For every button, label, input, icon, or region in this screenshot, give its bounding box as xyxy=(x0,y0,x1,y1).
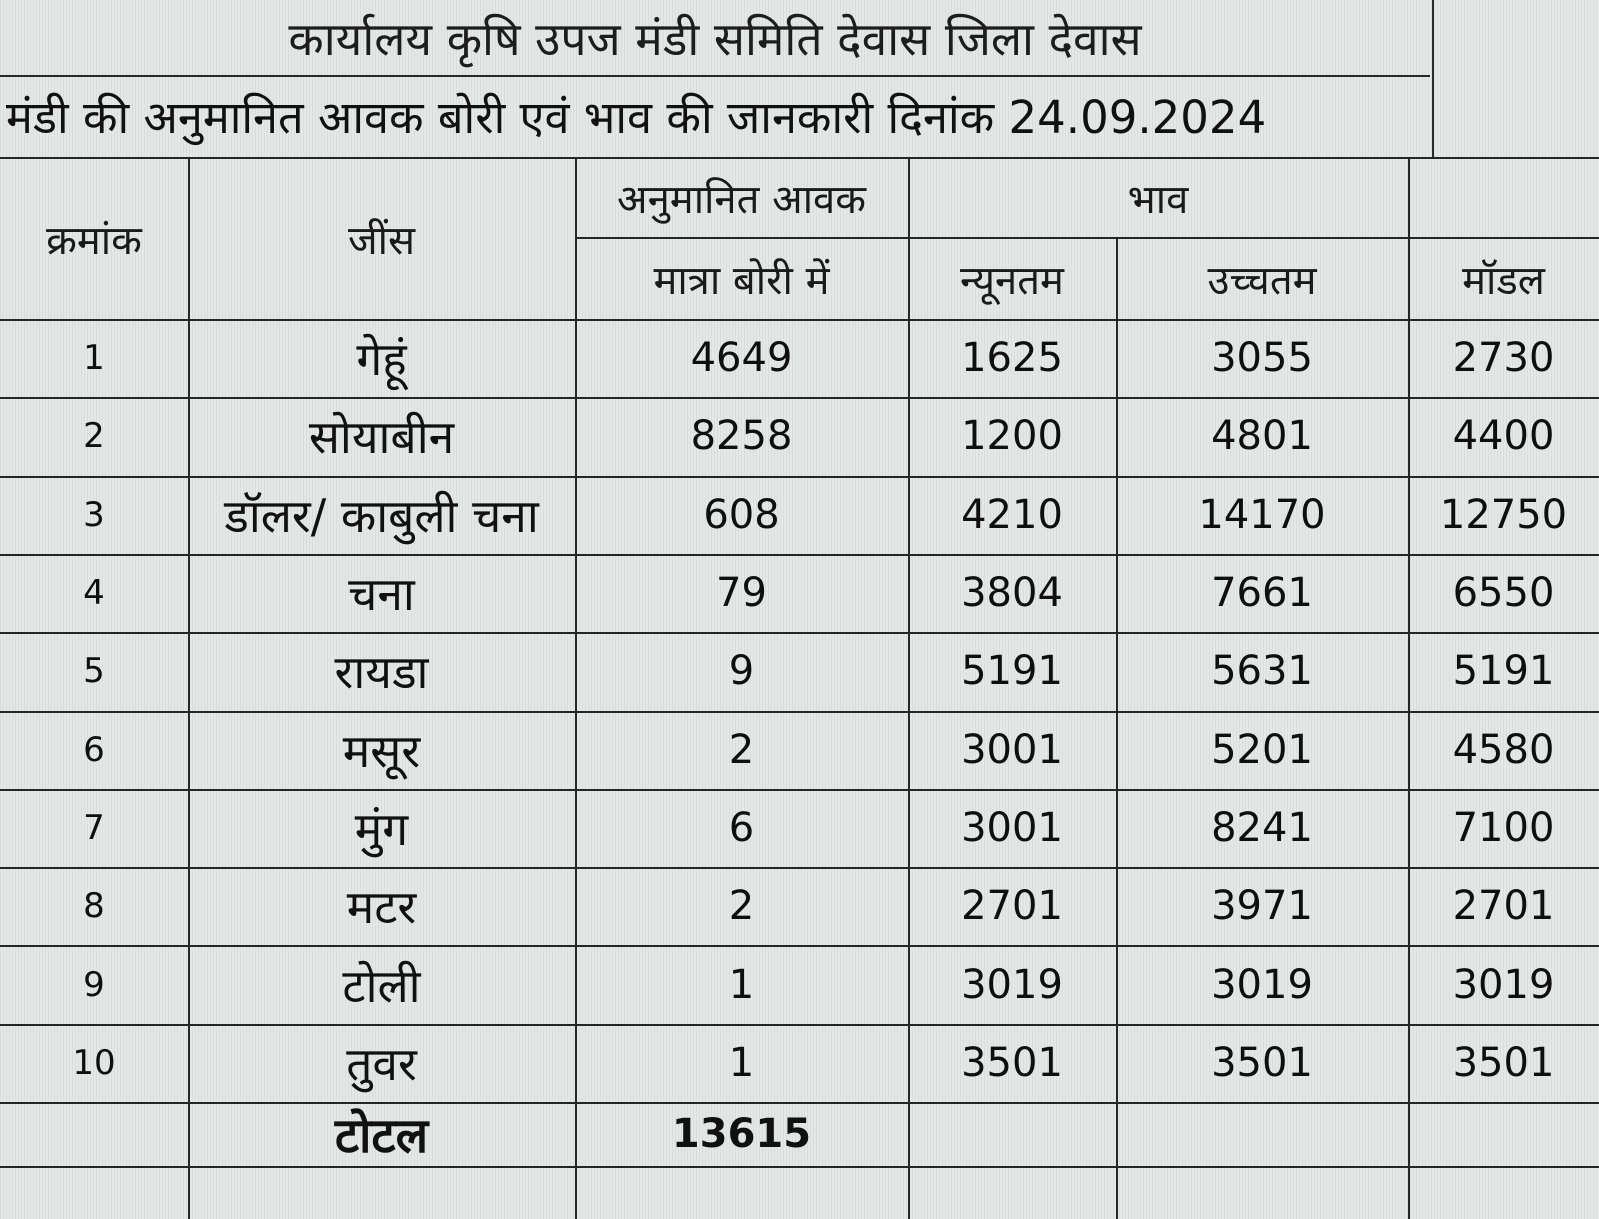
row-serial: 7 xyxy=(83,807,105,848)
row-arrival-qty: 79 xyxy=(716,570,767,617)
header-commodity: जींस xyxy=(347,217,416,264)
report-title: मंडी की अनुमानित आवक बोरी एवं भाव की जानकारी दिनांक 24.09.2024 xyxy=(6,90,1267,144)
row-arrival-qty: 6 xyxy=(728,804,755,851)
row-modal-price: 12750 xyxy=(1439,491,1568,538)
row-modal-price: 3019 xyxy=(1452,961,1555,1008)
row-commodity: सोयाबीन xyxy=(308,410,455,465)
row-min-price: 3001 xyxy=(961,804,1063,851)
row-arrival-qty: 2 xyxy=(728,883,755,930)
row-max-price: 5201 xyxy=(1211,726,1313,773)
header-min-price: न्यूनतम xyxy=(960,257,1064,304)
row-serial: 8 xyxy=(83,886,105,927)
row-commodity: गेहूं xyxy=(356,332,407,387)
row-serial: 9 xyxy=(83,964,105,1005)
row-max-price: 8241 xyxy=(1211,804,1313,851)
row-modal-price: 6550 xyxy=(1452,570,1555,617)
row-serial: 5 xyxy=(83,651,105,692)
row-min-price: 2701 xyxy=(961,883,1063,930)
row-commodity: मुंग xyxy=(354,801,409,856)
row-serial: 3 xyxy=(83,494,105,535)
header-price: भाव xyxy=(1127,176,1189,223)
row-min-price: 3019 xyxy=(961,961,1063,1008)
header-modal-price: मॉडल xyxy=(1462,257,1545,304)
row-max-price: 3019 xyxy=(1211,961,1313,1008)
row-modal-price: 7100 xyxy=(1452,804,1555,851)
row-modal-price: 3501 xyxy=(1452,1039,1555,1086)
row-max-price: 3971 xyxy=(1211,883,1313,930)
row-max-price: 3055 xyxy=(1211,335,1313,382)
row-commodity: रायडा xyxy=(334,645,429,700)
row-min-price: 3501 xyxy=(961,1039,1063,1086)
row-commodity: मसूर xyxy=(342,723,421,778)
row-modal-price: 4400 xyxy=(1452,413,1555,460)
row-serial: 2 xyxy=(83,416,105,457)
row-min-price: 1625 xyxy=(961,335,1063,382)
row-commodity: चना xyxy=(348,567,415,622)
arrival-price-table xyxy=(0,157,1599,1219)
row-arrival-qty: 9 xyxy=(728,648,755,695)
header-arrival-unit: मात्रा बोरी में xyxy=(653,257,830,304)
row-min-price: 3804 xyxy=(961,570,1063,617)
row-modal-price: 2701 xyxy=(1452,883,1555,930)
row-modal-price: 5191 xyxy=(1452,648,1555,695)
row-arrival-qty: 2 xyxy=(728,726,755,773)
row-commodity: तुवर xyxy=(346,1036,417,1091)
row-max-price: 14170 xyxy=(1198,491,1326,538)
row-min-price: 1200 xyxy=(961,413,1063,460)
row-arrival-qty: 608 xyxy=(703,491,780,538)
row-min-price: 5191 xyxy=(961,648,1063,695)
row-arrival-qty: 8258 xyxy=(690,413,793,460)
row-commodity: टोली xyxy=(342,958,421,1013)
office-title: कार्यालय कृषि उपज मंडी समिति देवास जिला देवास xyxy=(0,0,1430,77)
total-label: टोटल xyxy=(334,1107,429,1164)
row-serial: 6 xyxy=(83,729,105,770)
row-min-price: 3001 xyxy=(961,726,1063,773)
row-serial: 4 xyxy=(83,573,105,614)
total-row-border xyxy=(0,1166,1599,1168)
row-commodity: मटर xyxy=(346,880,417,935)
title-right-border xyxy=(1432,0,1434,158)
row-serial: 1 xyxy=(83,338,105,379)
total-arrival-qty: 13615 xyxy=(671,1111,812,1157)
row-arrival-qty: 1 xyxy=(728,1039,755,1086)
header-serial: क्रमांक xyxy=(46,217,142,264)
header-arrival: अनुमानित आवक xyxy=(617,176,866,223)
row-modal-price: 4580 xyxy=(1452,726,1555,773)
row-arrival-qty: 1 xyxy=(728,961,755,1008)
row-serial: 10 xyxy=(72,1042,116,1083)
row-arrival-qty: 4649 xyxy=(690,335,793,382)
row-max-price: 4801 xyxy=(1211,413,1313,460)
row-commodity: डॉलर/ काबुली चना xyxy=(224,488,539,543)
row-modal-price: 2730 xyxy=(1452,335,1555,382)
row-max-price: 5631 xyxy=(1211,648,1313,695)
row-max-price: 3501 xyxy=(1211,1039,1313,1086)
header-max-price: उच्चतम xyxy=(1207,257,1317,304)
row-min-price: 4210 xyxy=(961,491,1063,538)
row-max-price: 7661 xyxy=(1211,570,1313,617)
